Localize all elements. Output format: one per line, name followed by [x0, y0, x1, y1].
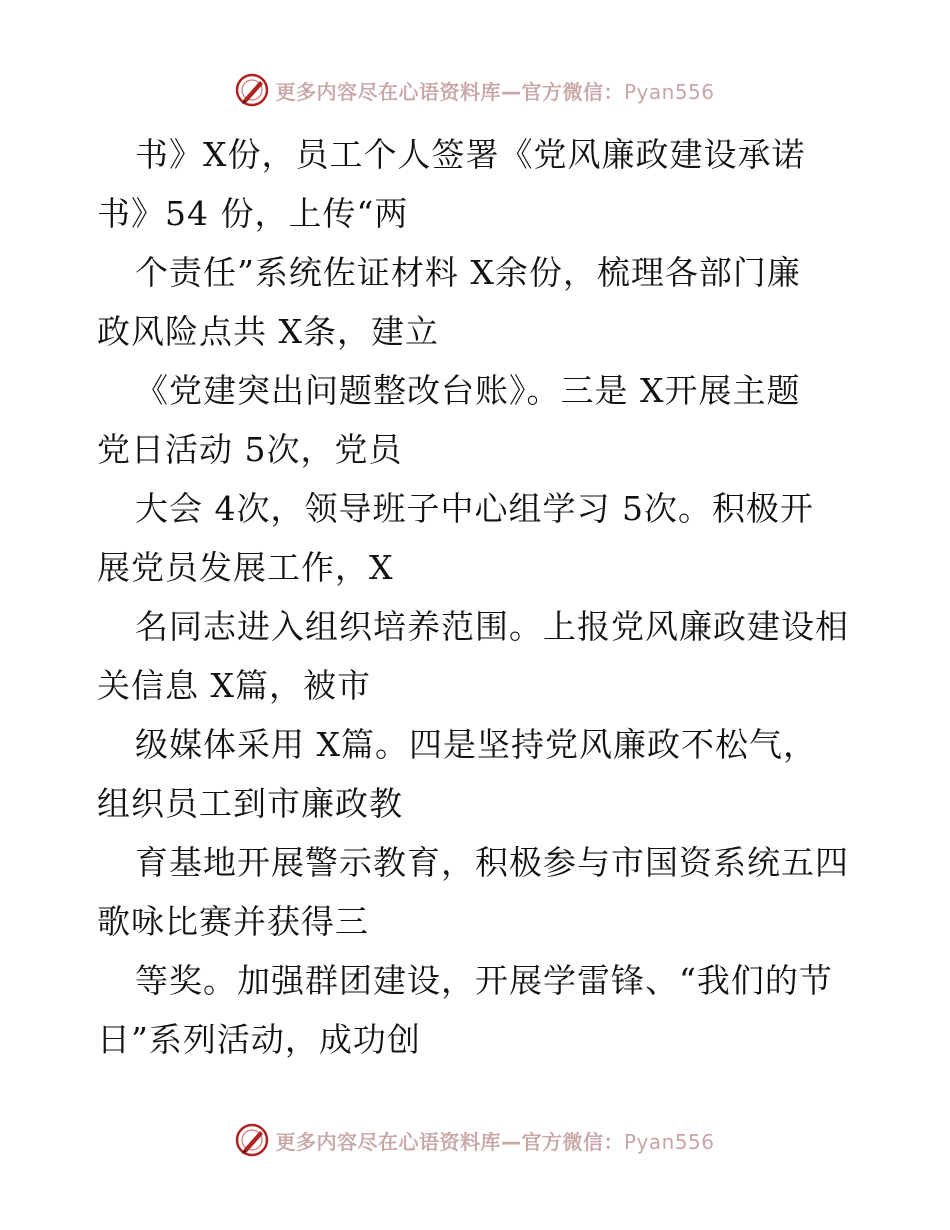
text-line: 党日活动 5次，党员 [97, 430, 403, 469]
pen-logo-icon [235, 1123, 269, 1157]
pen-logo-icon [235, 73, 269, 107]
footer-watermark [0, 1120, 950, 1160]
text-line: 展党员发展工作，X [97, 548, 394, 587]
watermark-text: 更多内容尽在心语资料库—官方微信：Pyan556 [275, 79, 715, 104]
document-body [97, 125, 867, 1069]
text-line: 个责任”系统佐证材料 X余份，梳理各部门廉 [135, 253, 801, 292]
wechat-handle: Pyan556 [623, 1129, 715, 1154]
text-line: 级媒体采用 X篇。四是坚持党风廉政不松气， [135, 725, 817, 764]
watermark-text: 更多内容尽在心语资料库—官方微信：Pyan556 [275, 1129, 715, 1154]
wechat-handle: Pyan556 [623, 79, 715, 104]
text-line: 日”系列活动，成功创 [97, 1020, 421, 1059]
text-line: 书》X份，员工个人签署《党风廉政建设承诺 [135, 135, 806, 174]
text-line: 等奖。加强群团建设，开展学雷锋、“我们的节 [135, 961, 833, 1000]
text-line: 大会 4次，领导班子中心组学习 5次。积极开 [135, 489, 814, 528]
text-line: 政风险点共 X条，建立 [97, 312, 439, 351]
text-line: 组织员工到市廉政教 [97, 784, 403, 823]
header-watermark [0, 70, 950, 110]
text-line: 名同志进入组织培养范围。上报党风廉政建设相 [135, 607, 849, 646]
text-line: 育基地开展警示教育，积极参与市国资系统五四 [135, 843, 849, 882]
text-line: 《党建突出问题整改台账》。三是 X开展主题 [135, 371, 801, 410]
text-line: 歌咏比赛并获得三 [97, 902, 369, 941]
text-line: 书》54 份，上传“两 [97, 194, 409, 233]
text-line: 关信息 X篇，被市 [97, 666, 371, 705]
